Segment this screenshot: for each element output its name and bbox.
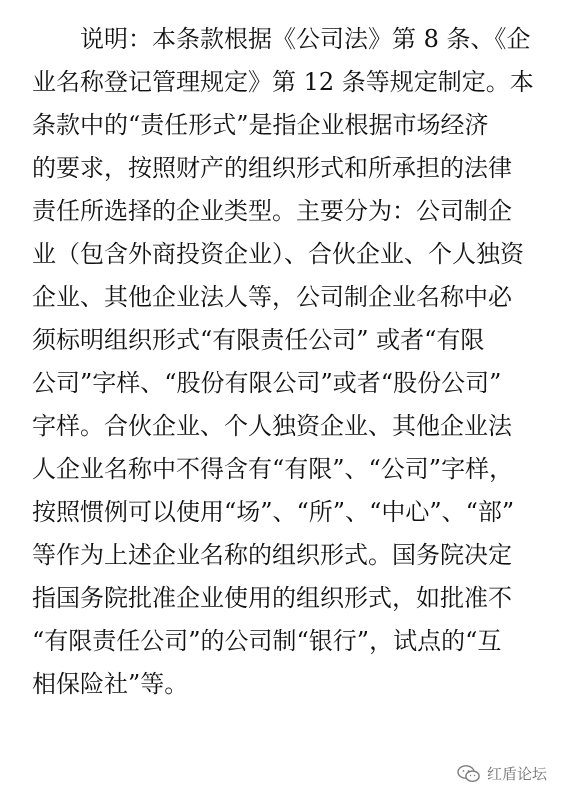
text-line-14: 指国务院批准企业使用的组织形式，如批准不: [32, 584, 512, 612]
text-line-8: 须标明组织形式“有限责任公司” 或者“有限: [32, 326, 485, 354]
document-text: [32, 18, 542, 706]
text-line-10: 字样。合伙企业、个人独资企业、其他企业法: [32, 412, 512, 440]
text-line-16: 相保险社”等。: [32, 670, 189, 698]
text-line-1: 说明：本条款根据《公司法》第 8 条、《企: [80, 25, 531, 53]
text-line-11: 人企业名称中不得含有“有限”、“公司”字样，: [32, 455, 514, 483]
text-line-13: 等作为上述企业名称的组织形式。国务院决定: [32, 541, 512, 569]
text-line-6: 业（包含外商投资企业）、合伙企业、个人独资: [32, 240, 524, 268]
text-line-15: “有限责任公司”的公司制“银行”，试点的“互: [32, 627, 502, 655]
text-line-3: 条款中的“责任形式”是指企业根据市场经济: [32, 111, 489, 139]
text-line-7: 企业、其他企业法人等，公司制企业名称中必: [32, 283, 512, 311]
text-line-2: 业名称登记管理规定》第 12 条等规定制定。本: [32, 68, 534, 96]
text-line-4: 的要求，按照财产的组织形式和所承担的法律: [32, 154, 512, 182]
watermark-label: 红盾论坛: [486, 765, 547, 783]
wechat-icon: [457, 764, 481, 784]
text-line-9: 公司”字样、“股份有限公司”或者“股份公司”: [32, 369, 502, 397]
text-line-12: 按照惯例可以使用“场”、“所”、“中心”、“部”: [32, 498, 515, 526]
watermark: [457, 763, 547, 784]
text-line-5: 责任所选择的企业类型。主要分为：公司制企: [32, 197, 512, 225]
